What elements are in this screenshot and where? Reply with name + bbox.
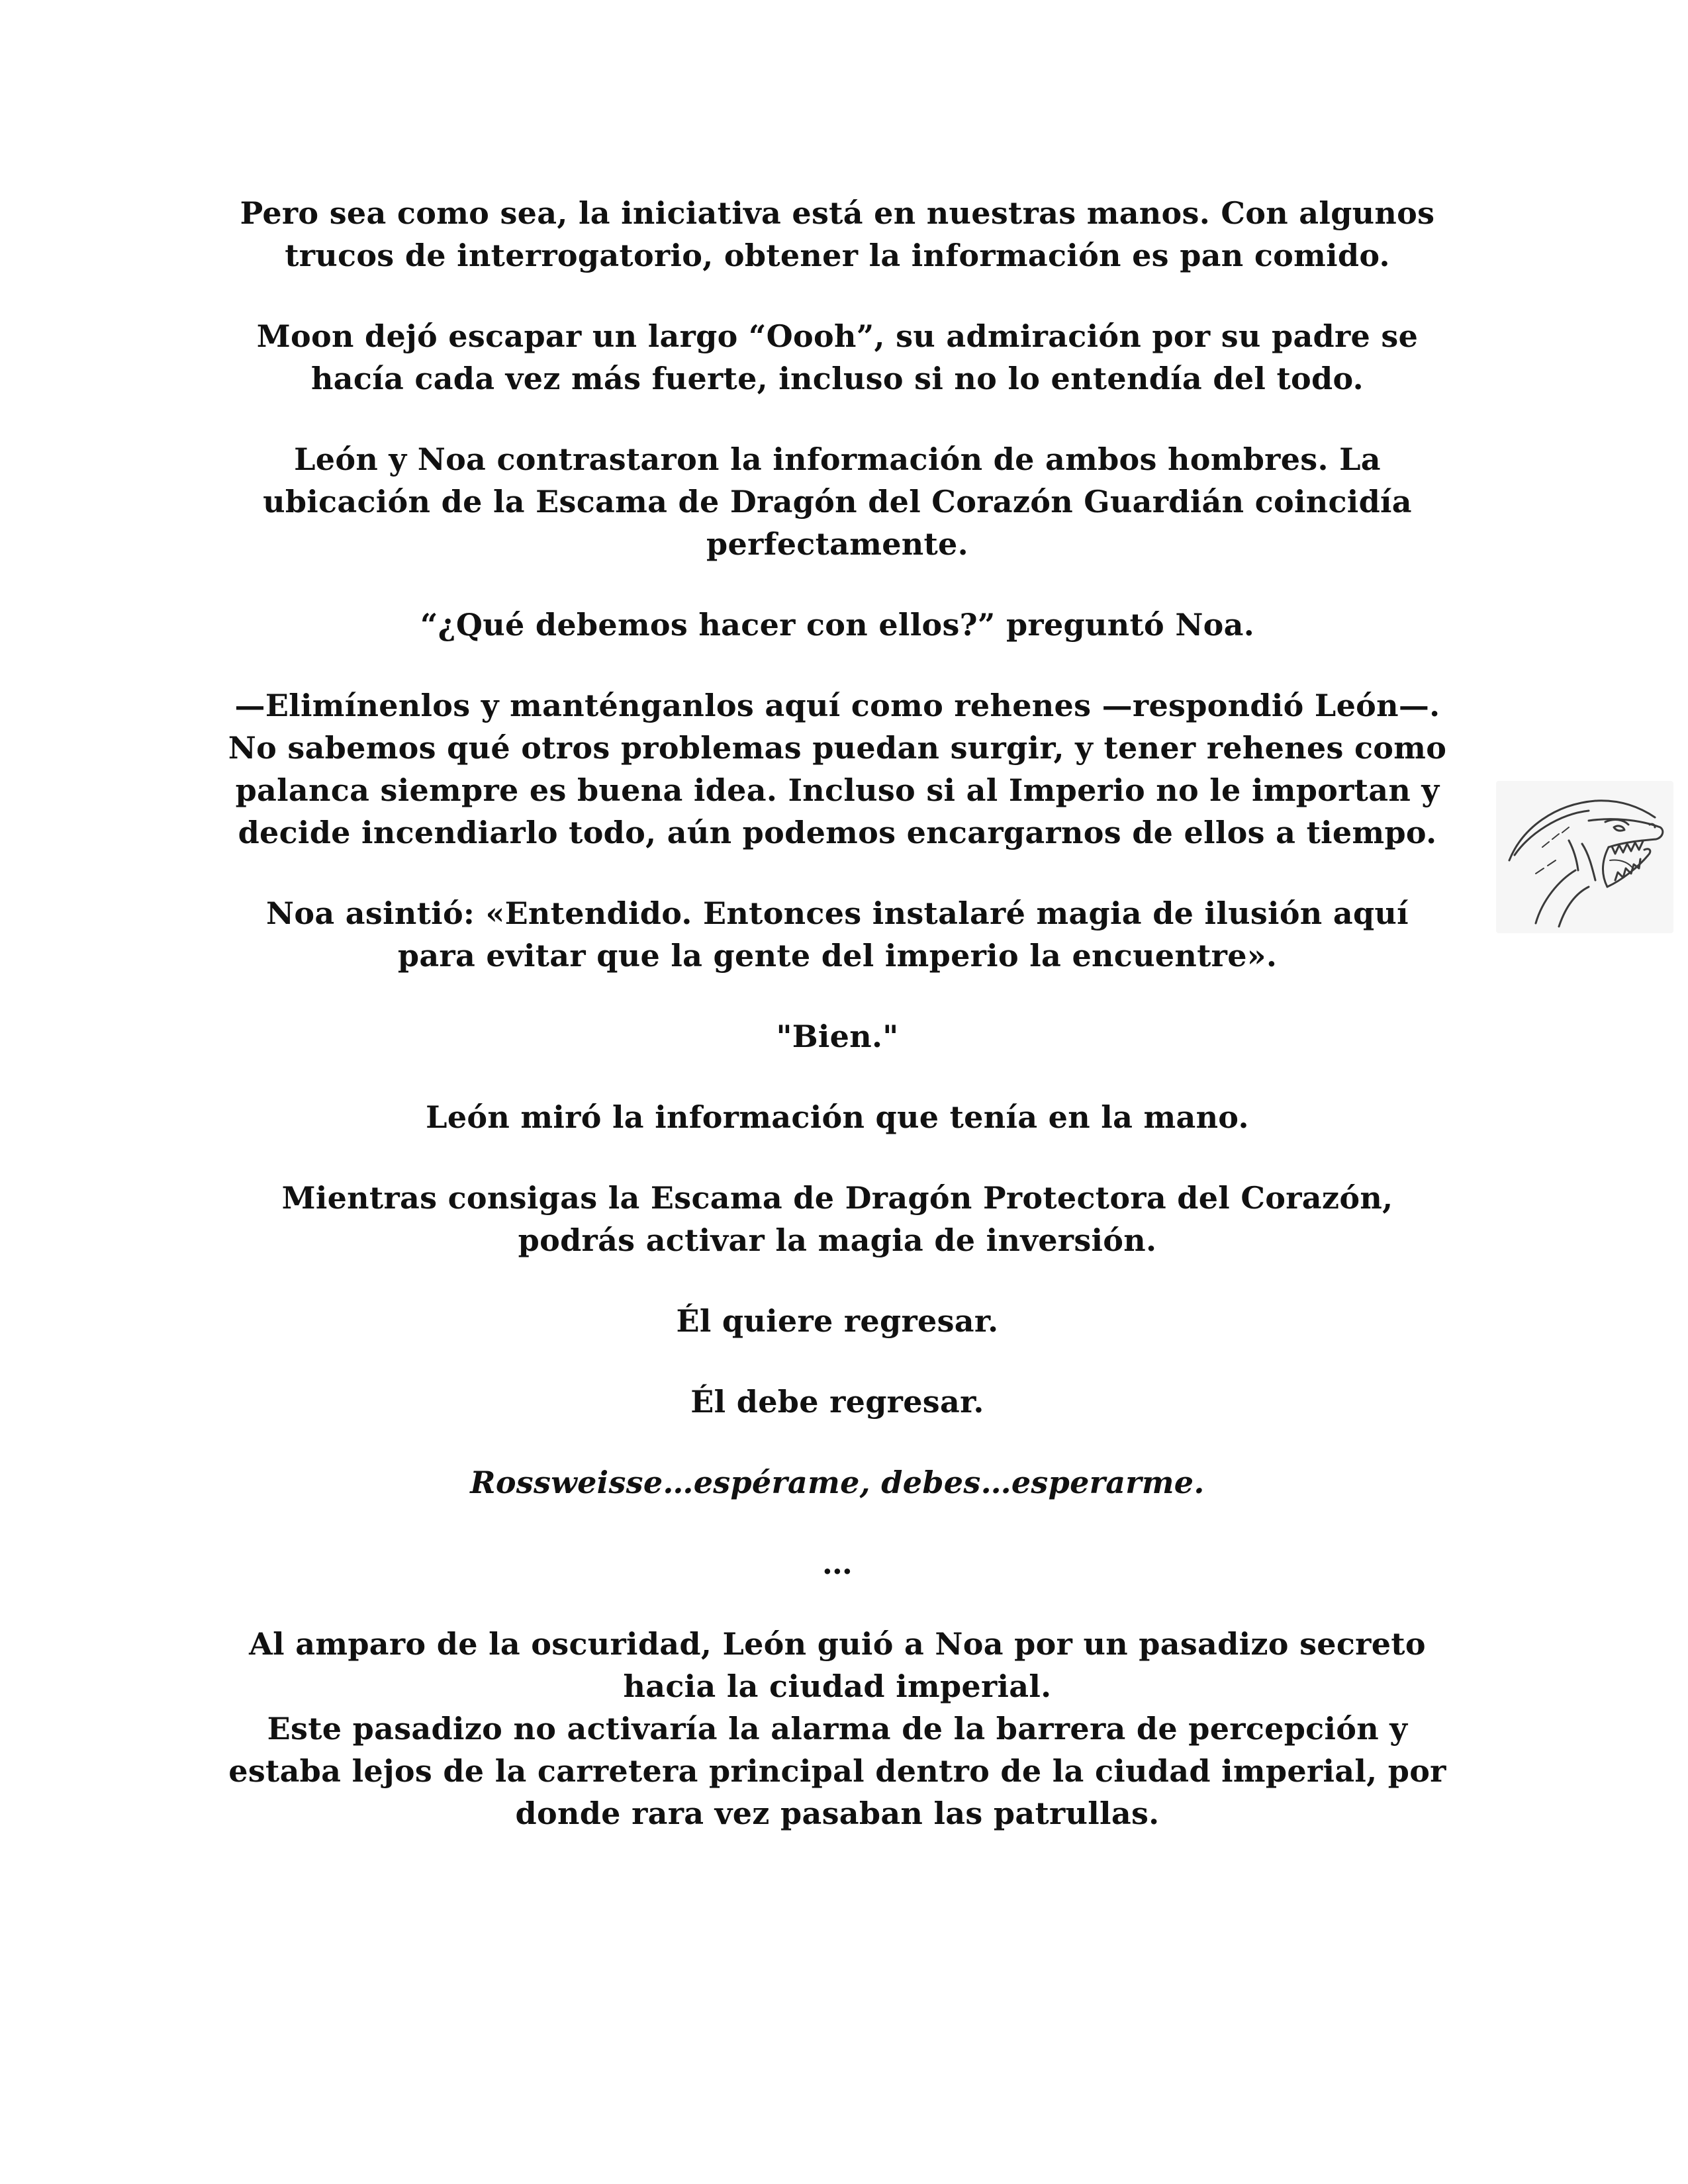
paragraph-5: —Elimínenlos y manténganlos aquí como rehenes —respondió León—. No sabemos qué otros problemas puedan surgir, y tener rehenes como palanca siempre es buena idea. Incluso si al Imperio no le importan y decide incendiarlo todo, aún podemos encargarnos de ellos a tiempo. [228,688,1447,850]
paragraph-4: “¿Qué debemos hacer con ellos?” preguntó Noa. [420,607,1255,643]
paragraph-8: León miró la información que tenía en la mano. [426,1099,1249,1135]
paragraph-13: Al amparo de la oscuridad, León guió a Noa por un pasadizo secreto hacia la ciudad imperial. [249,1626,1426,1704]
paragraph-2: Moon dejó escapar un largo “Oooh”, su admiración por su padre se hacía cada vez más fuerte, incluso si no lo entendía del todo. [256,318,1419,396]
paragraph-12-italic: Rossweisse…espérame, debes…esperarme. [470,1465,1205,1500]
paragraph-14: Este pasadizo no activaría la alarma de la barrera de percepción y estaba lejos de la carretera principal dentro de la ciudad imperial, por donde rara vez pasaban las patrullas. [228,1711,1446,1831]
paragraph-3: León y Noa contrastaron la información de ambos hombres. La ubicación de la Escama de Dragón del Corazón Guardián coincidía perfectamente. [263,441,1412,562]
body-text [225,192,1450,1835]
paragraph-9: Mientras consigas la Escama de Dragón Protectora del Corazón, podrás activar la magia de inversión. [281,1180,1393,1258]
paragraph-6: Noa asintió: «Entendido. Entonces instalaré magia de ilusión aquí para evitar que la gente del imperio la encuentre». [266,895,1409,974]
scene-break: … [821,1545,853,1581]
dragon-head-sketch-icon [1496,781,1673,933]
paragraph-11: Él debe regresar. [690,1384,984,1420]
paragraph-10: Él quiere regresar. [676,1303,999,1339]
paragraph-1: Pero sea como sea, la iniciativa está en nuestras manos. Con algunos trucos de interrogatorio, obtener la información es pan comido. [240,195,1435,273]
paragraph-7: "Bien." [776,1019,899,1054]
